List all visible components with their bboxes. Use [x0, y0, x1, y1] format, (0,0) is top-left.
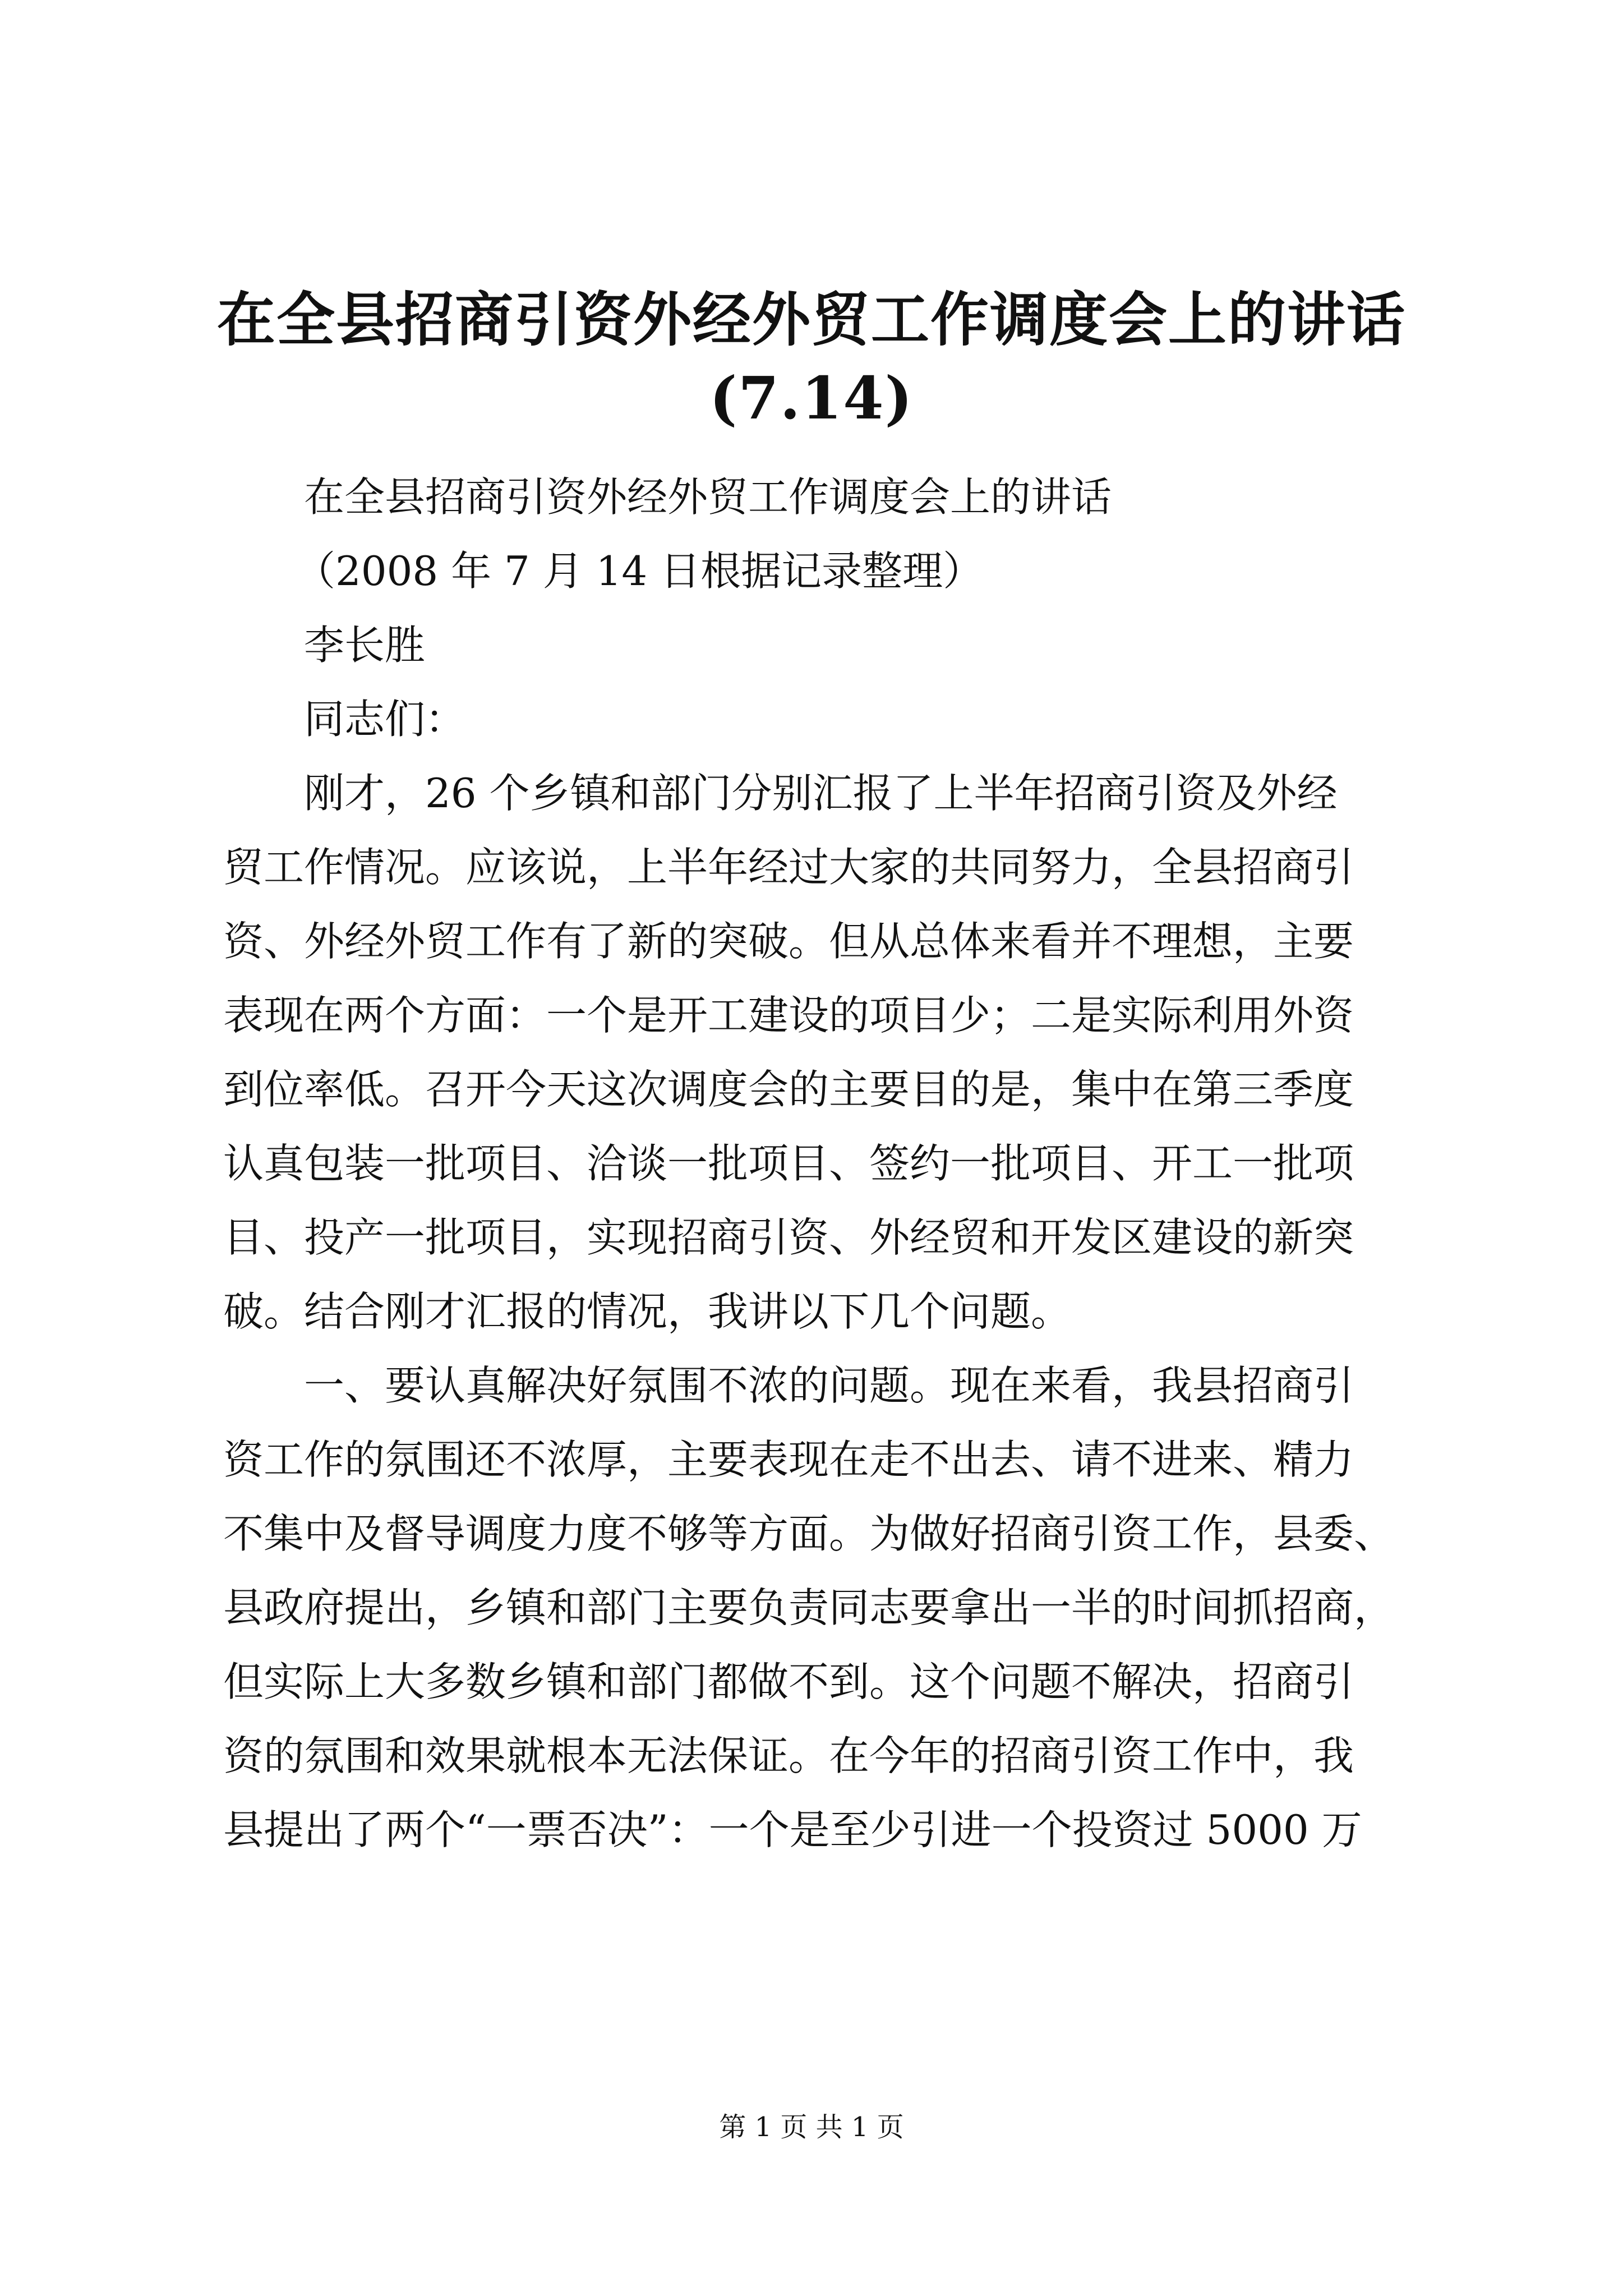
- title-line-1: 在全县招商引资外经外贸工作调度会上的讲话: [216, 285, 1406, 354]
- page-footer: 第 1 页 共 1 页: [719, 2111, 904, 2143]
- paragraph-line: 但实际上大多数乡镇和部门都做不到。这个问题不解决，招商引: [223, 1658, 1354, 1705]
- paragraph-line: 刚才，26 个乡镇和部门分别汇报了上半年招商引资及外经: [304, 770, 1338, 817]
- document-body: [223, 460, 1400, 1867]
- paragraph-line: 一、要认真解决好氛围不浓的问题。现在来看，我县招商引: [304, 1362, 1354, 1409]
- paragraph-line: 不集中及督导调度力度不够等方面。为做好招商引资工作，县委、: [223, 1510, 1395, 1557]
- document-title: [168, 280, 1455, 438]
- paragraph-1: [223, 756, 1400, 1349]
- salutation: 同志们：: [304, 696, 466, 743]
- paragraph-line: 县政府提出，乡镇和部门主要负责同志要拿出一半的时间抓招商，: [223, 1584, 1395, 1631]
- subtitle: 在全县招商引资外经外贸工作调度会上的讲话: [304, 473, 1112, 521]
- paragraph-line: 认真包装一批项目、洽谈一批项目、签约一批项目、开工一批项: [223, 1140, 1354, 1187]
- paragraph-line: 贸工作情况。应该说，上半年经过大家的共同努力，全县招商引: [223, 844, 1354, 891]
- paragraph-line: 资、外经外贸工作有了新的突破。但从总体来看并不理想，主要: [223, 918, 1354, 965]
- paragraph-line: 破。结合刚才汇报的情况，我讲以下几个问题。: [223, 1288, 1072, 1335]
- paragraph-line: 到位率低。召开今天这次调度会的主要目的是，集中在第三季度: [223, 1066, 1354, 1113]
- title-line-2: (7.14): [709, 364, 914, 432]
- paragraph-line: 目、投产一批项目，实现招商引资、外经贸和开发区建设的新突: [223, 1214, 1354, 1261]
- paragraph-2: [223, 1349, 1400, 1867]
- paragraph-line: 资的氛围和效果就根本无法保证。在今年的招商引资工作中，我: [223, 1732, 1354, 1779]
- author: 李长胜: [304, 622, 426, 669]
- paragraph-line: 表现在两个方面：一个是开工建设的项目少；二是实际利用外资: [223, 992, 1354, 1039]
- paragraph-line: 资工作的氛围还不浓厚，主要表现在走不出去、请不进来、精力: [223, 1436, 1354, 1483]
- date-note: （2008 年 7 月 14 日根据记录整理）: [295, 547, 984, 595]
- paragraph-line: 县提出了两个“一票否决”：一个是至少引进一个投资过 5000 万: [223, 1806, 1362, 1853]
